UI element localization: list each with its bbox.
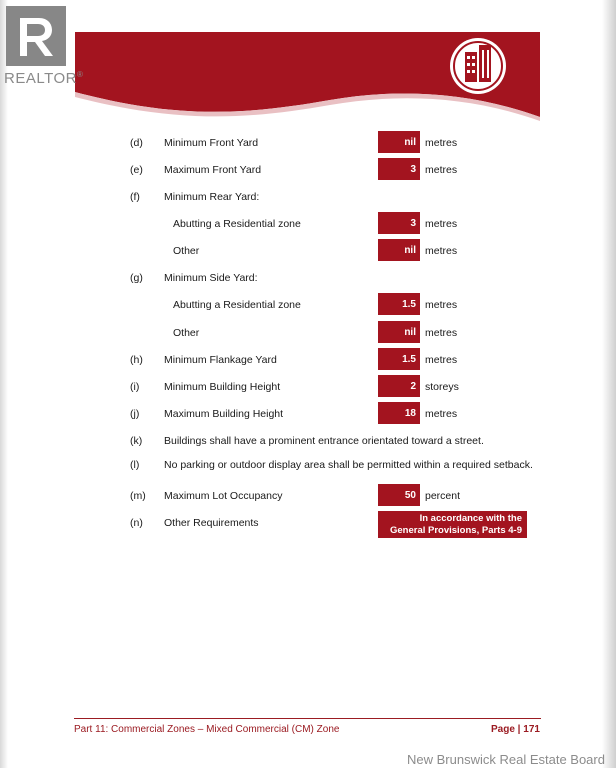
requirement-row [0, 348, 616, 372]
general-provisions-box [378, 511, 527, 538]
row-label: Maximum Front Yard [164, 164, 262, 176]
value-box: nil [378, 239, 420, 261]
footer-section-title: Part 11: Commercial Zones – Mixed Commercial (CM) Zone [74, 724, 340, 735]
row-unit: metres [425, 354, 458, 366]
row-label: Maximum Lot Occupancy [164, 490, 283, 502]
row-label: Minimum Side Yard: [164, 272, 258, 284]
requirement-row [0, 266, 616, 290]
row-text: No parking or outdoor display area shall be permitted within a required setback. [164, 459, 533, 471]
row-sub-label: Other [173, 327, 200, 339]
value-box: nil [378, 131, 420, 153]
row-label: Minimum Rear Yard: [164, 191, 260, 203]
watermark: New Brunswick Real Estate Board [407, 752, 605, 767]
row-label: Maximum Building Height [164, 408, 284, 420]
box-line: General Provisions, Parts 4-9 [389, 525, 522, 536]
row-label: Minimum Front Yard [164, 137, 259, 149]
row-label: Minimum Flankage Yard [164, 354, 277, 366]
row-label: Other Requirements [164, 517, 259, 529]
row-text: Buildings shall have a prominent entrance orientated toward a street. [164, 435, 484, 447]
row-unit: metres [425, 408, 458, 420]
requirement-subrow [0, 293, 616, 317]
realtor-wordmark: REALTOR® [4, 70, 84, 87]
realtor-r-icon [6, 6, 66, 66]
requirement-row [0, 131, 616, 155]
row-letter: (e) [130, 164, 143, 176]
row-sub-label: Other [173, 245, 200, 257]
row-letter: (g) [130, 272, 143, 284]
requirement-subrow [0, 239, 616, 263]
row-letter: (n) [130, 517, 143, 529]
row-unit: metres [425, 137, 458, 149]
row-unit: metres [425, 299, 458, 311]
row-sub-label: Abutting a Residential zone [173, 299, 301, 311]
value-box: 3 [378, 212, 420, 234]
requirement-subrow [0, 321, 616, 345]
row-unit: percent [425, 490, 461, 502]
requirement-row [0, 185, 616, 209]
row-unit: storeys [425, 381, 459, 393]
realtor-logo[interactable] [4, 6, 84, 87]
row-unit: metres [425, 327, 458, 339]
requirement-row [0, 511, 616, 539]
value-box: 2 [378, 375, 420, 397]
value-box: nil [378, 321, 420, 343]
page-number: Page | 171 [491, 724, 540, 735]
row-letter: (k) [130, 435, 143, 447]
row-letter: (i) [130, 381, 140, 393]
header-banner [0, 0, 616, 130]
row-letter: (m) [130, 490, 146, 502]
value-box: 50 [378, 484, 420, 506]
row-unit: metres [425, 218, 458, 230]
row-letter: (d) [130, 137, 143, 149]
row-label: Minimum Building Height [164, 381, 281, 393]
requirement-row [0, 484, 616, 508]
building-logo-icon [450, 38, 506, 94]
row-unit: metres [425, 164, 458, 176]
requirement-row [0, 429, 616, 453]
row-letter: (f) [130, 191, 140, 203]
footer-divider [74, 718, 541, 719]
row-letter: (h) [130, 354, 143, 366]
value-box: 1.5 [378, 293, 420, 315]
row-letter: (l) [130, 459, 140, 471]
value-box: 1.5 [378, 348, 420, 370]
requirement-row [0, 402, 616, 426]
value-box: 18 [378, 402, 420, 424]
row-letter: (j) [130, 408, 140, 420]
box-line: In accordance with the [419, 513, 522, 524]
row-sub-label: Abutting a Residential zone [173, 218, 301, 230]
requirement-row [0, 453, 616, 477]
row-unit: metres [425, 245, 458, 257]
requirement-subrow [0, 212, 616, 236]
requirement-row [0, 375, 616, 399]
requirement-row [0, 158, 616, 182]
value-box: 3 [378, 158, 420, 180]
